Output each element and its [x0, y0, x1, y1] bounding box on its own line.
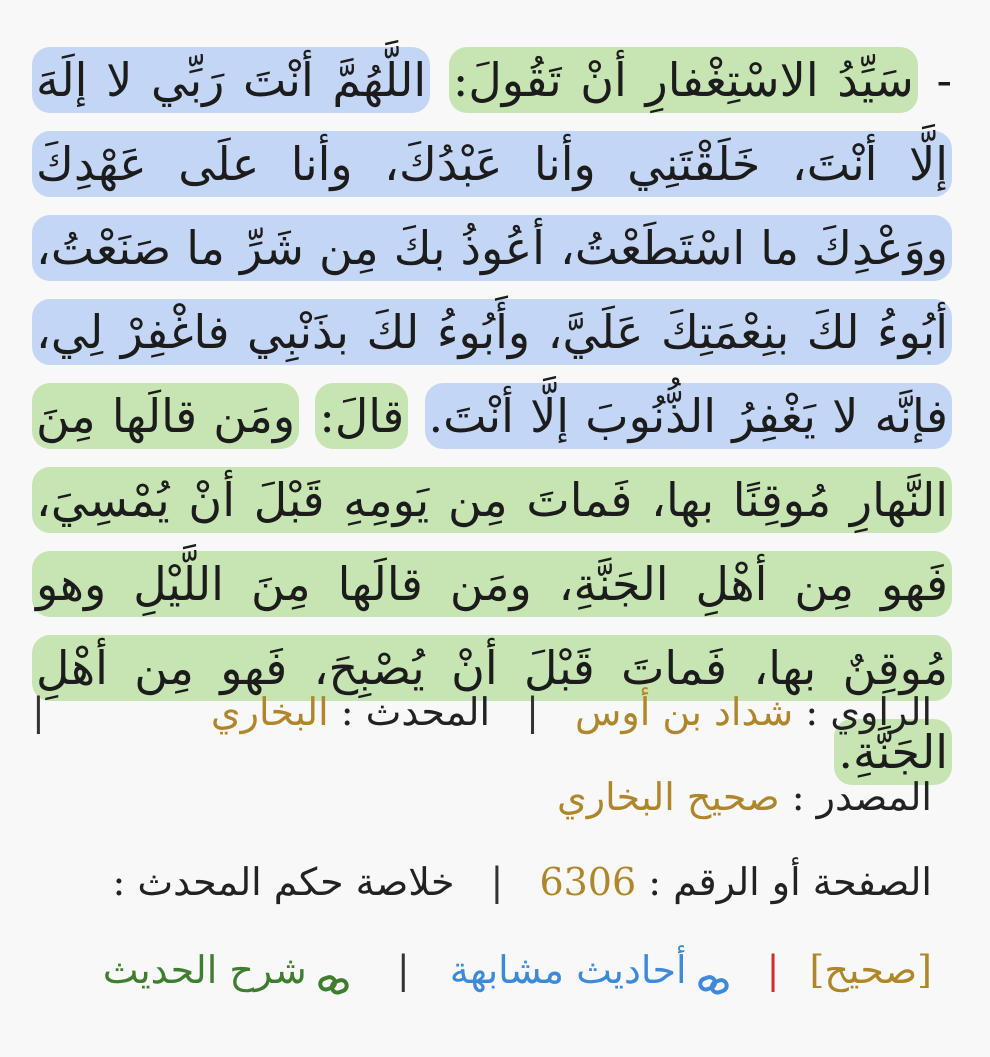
page-number-row: [32, 860, 932, 904]
source-value[interactable]: صحيح البخاري: [556, 775, 780, 819]
page-value: 6306: [539, 860, 637, 904]
similar-hadiths-label[interactable]: أحاديث مشابهة: [449, 948, 687, 992]
muhaddith-label: المحدث :: [340, 690, 491, 734]
muhaddith-value[interactable]: البخاري: [210, 690, 329, 734]
source-row: [557, 775, 932, 819]
separator: |: [396, 948, 410, 992]
link-chain-icon: [317, 962, 351, 986]
verdict-badge: [صحيح]: [809, 948, 932, 992]
link-chain-icon: [697, 962, 731, 986]
separator: |: [490, 860, 504, 904]
hadith-explanation-label[interactable]: شرح الحديث: [102, 948, 307, 992]
ruling-label: خلاصة حكم المحدث :: [112, 860, 455, 904]
similar-hadiths-link[interactable]: [438, 948, 737, 992]
red-separator: |: [766, 948, 780, 992]
hadith-dua-highlight: اللَّهُمَّ أنْتَ رَبِّي لا إلَهَ إلَّا أنْتَ، خَلَقْتَنِي وأنا عَبْدُكَ، وأنا علَى عَهْدِكَ ووَعْدِكَ ما اسْتَطَعْتُ، أعُوذُ بكَ مِن شَرِّ ما صَنَعْتُ، أبُوءُ لكَ بنِعْمَتِكَ عَلَيَّ، وأَبُوءُ لكَ بذَنْبِي فاغْفِرْ لِي، فإنَّه لا يَغْفِرُ الذُّنُوبَ إلَّا أنْتَ.: [32, 47, 952, 449]
hadith-explanation-link[interactable]: [103, 948, 357, 992]
hadith-text: [32, 38, 952, 794]
narrator-label: الراوي :: [805, 690, 932, 734]
narrator-value[interactable]: شداد بن أوس: [575, 690, 794, 734]
hadith-intro-highlight: سَيِّدُ الاسْتِغْفارِ أنْ تَقُولَ:: [449, 47, 918, 113]
hadith-virtue-highlight: ومَن قالَها مِنَ النَّهارِ مُوقِنًا بها، فَماتَ مِن يَومِهِ قَبْلَ أنْ يُمْسِيَ، فَهو مِن أهْلِ الجَنَّةِ، ومَن قالَها مِنَ اللَّيْلِ وهو مُوقِنٌ بها، فَماتَ قَبْلَ أنْ يُصْبِحَ، فَهو مِن أهْلِ الجَنَّةِ.: [32, 383, 952, 785]
separator: |: [526, 690, 539, 734]
separator-end: |: [32, 690, 45, 734]
footer-row: [32, 948, 932, 992]
hadith-prefix: -: [917, 53, 953, 107]
page-label: الصفحة أو الرقم :: [648, 860, 932, 904]
hadith-qala-highlight: قالَ:: [315, 383, 408, 449]
narrator-row: [32, 690, 932, 734]
source-label: المصدر :: [791, 775, 932, 819]
